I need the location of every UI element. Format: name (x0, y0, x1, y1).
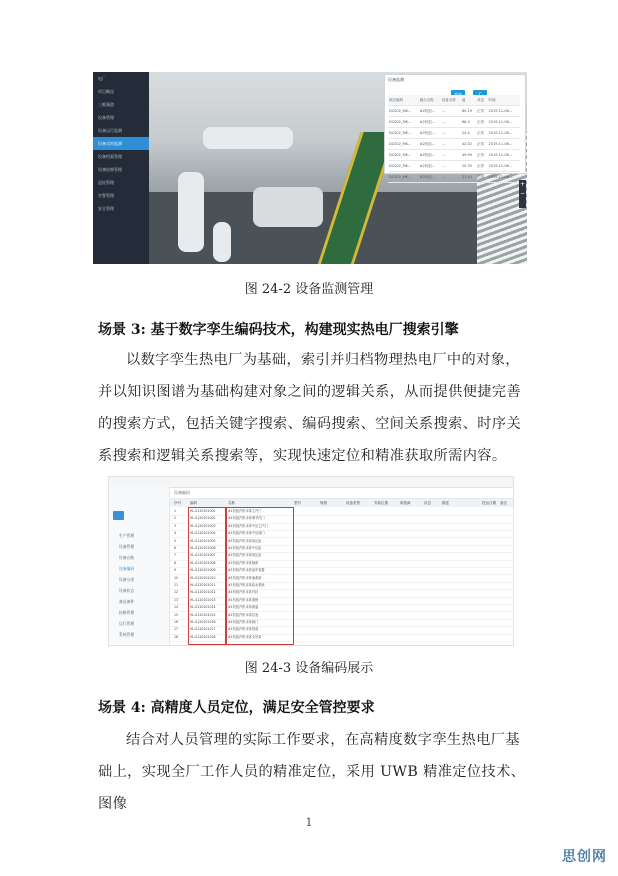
table-header (170, 499, 513, 507)
sidebar (93, 72, 149, 264)
table-row[interactable] (388, 150, 520, 161)
table-cell: HL-0120101003 (190, 523, 216, 528)
table-cell: #1机组汽机本体支吊架 (228, 634, 262, 639)
table-cell: ... (441, 172, 461, 183)
table-cell: 8 (174, 560, 177, 565)
table-cell: 16 (174, 620, 179, 624)
table-cell: HL-0120101007 (190, 553, 216, 558)
table-cell: #1机组汽机本体滑销 (228, 597, 259, 602)
table-cell: 68.4 (461, 117, 476, 128)
zoom-out-icon[interactable]: − (519, 190, 526, 197)
table-cell: #1机组汽机本体高压缸 (228, 538, 262, 543)
table-cell: #1机组汽机本体调节汽门 (228, 516, 265, 521)
figure-caption: 图 24-3 设备编码展示 (244, 661, 374, 676)
table-cell: DCS02_MK... (388, 139, 419, 150)
table-cell: 15 (174, 612, 179, 617)
table-cell: HL-0120101017 (190, 627, 216, 632)
table-cell: 正常 (476, 117, 487, 128)
table-cell: 21.43 (461, 172, 476, 183)
table-cell: #1机组汽机本体低压缸 (228, 553, 262, 558)
table-cell: 14 (174, 605, 179, 610)
nav-item[interactable]: 生产管理 (119, 533, 135, 538)
table-cell: DCS02_MK... (388, 128, 419, 139)
column-header[interactable]: 制造商 (400, 501, 411, 505)
table-cell: HL-0120101016 (190, 620, 216, 624)
sidebar-item[interactable]: 三维漫游 (98, 102, 114, 107)
table-cell: #1机组汽机本体疏水系统 (228, 583, 265, 587)
nav-item[interactable]: 备品备件 (119, 599, 135, 604)
pipe-shape (203, 127, 293, 149)
body-paragraph: 以数字孪生热电厂为基础，索引并归档物理热电厂中的对象，并以知识图谱为基础构建对象之间的逻辑关系，从而提供便捷完善的搜索方式，包括关键字搜索、编码搜索、空间关系搜索、时序关系搜索和逻辑关系搜索等，实现快速定位和精准获取所需内容。 (98, 352, 522, 464)
table-row[interactable] (388, 161, 520, 172)
column-header[interactable]: 序号 (174, 501, 181, 505)
sidebar-item[interactable]: 巡检管理 (98, 180, 114, 185)
table-cell: #1机组汽机本体中压缸 (228, 546, 262, 550)
table-cell: #1机组汽机本体保温 (228, 605, 259, 610)
table-cell: HL-0120101006 (190, 546, 216, 550)
table-cell: #1机组汽机本体阀门 (228, 620, 259, 624)
table-cell: 60.19 (461, 106, 476, 117)
table-cell: #1机组汽机本体主汽门 (228, 509, 262, 513)
table-cell: 2019-11-06... (488, 139, 520, 150)
column-header[interactable]: 状态 (424, 501, 431, 505)
table-cell: #1机组汽机本体油系统 (228, 575, 262, 580)
table-cell: 5 (174, 538, 177, 543)
table-cell: 42.02 (461, 139, 476, 150)
sidebar-item[interactable]: 安全管理 (98, 206, 114, 211)
nav-item[interactable]: 设备状态 (119, 588, 135, 593)
app-logo-icon (113, 511, 124, 520)
table-cell: ... (441, 106, 461, 117)
table-row[interactable] (388, 172, 520, 183)
table-cell: #1机组汽机本体中压主汽门 (228, 523, 268, 528)
table-cell: HL-0120101012 (190, 590, 216, 595)
nav-item[interactable]: 设备编码 (119, 566, 135, 571)
section-heading: 场景 3: 基于数字孪生编码技术，构建现实热电厂搜索引擎 (98, 322, 459, 338)
toolbar: 设备编码 (170, 487, 513, 499)
nav-item[interactable]: 设备台账 (119, 555, 135, 560)
table-cell: 49.99 (461, 150, 476, 161)
column-header[interactable]: 设备名称 (441, 95, 461, 106)
zoom-control (519, 180, 526, 208)
table-row[interactable] (388, 106, 520, 117)
table-cell: 2019-11-06... (488, 172, 520, 183)
table-cell: #2机组... (419, 128, 441, 139)
equipment-monitoring-screenshot (93, 72, 527, 264)
table-cell: 10 (174, 575, 179, 580)
sidebar-item-active[interactable]: 设备实时监测 (93, 137, 149, 150)
table-cell: 正常 (476, 106, 487, 117)
table-cell: 正常 (476, 172, 487, 183)
column-header[interactable]: 投运日期 (482, 501, 496, 505)
table-cell: HL-0120101011 (190, 583, 216, 587)
column-header[interactable]: 状态 (476, 95, 487, 106)
table-row[interactable] (388, 117, 520, 128)
table-cell: 2 (174, 516, 177, 521)
table-cell: #1机组汽机本体汽封 (228, 590, 259, 595)
highlight-box (188, 507, 226, 645)
table-cell: ... (441, 117, 461, 128)
sidebar-item[interactable]: 电厂 (98, 76, 106, 81)
table-row[interactable] (388, 139, 520, 150)
table-cell: #1机组汽机本体轴承 (228, 560, 259, 565)
table-cell: 2019-11-06... (488, 117, 520, 128)
main-content (170, 487, 513, 645)
table-cell: HL-0120101013 (190, 597, 216, 602)
table-cell: 24.4 (461, 128, 476, 139)
table-cell: ... (441, 161, 461, 172)
column-header[interactable]: 编码 (190, 501, 197, 505)
table-cell: #2机组... (419, 106, 441, 117)
monitoring-table (388, 95, 520, 183)
table-cell: DCS02_MK... (388, 172, 419, 183)
table-cell: ... (441, 128, 461, 139)
table-cell: #2机组... (419, 117, 441, 128)
table-row[interactable] (388, 128, 520, 139)
sidebar-item[interactable]: 设备检修管理 (98, 167, 122, 172)
highlight-box (226, 507, 294, 645)
table-cell: 2019-11-06... (488, 161, 520, 172)
page-number: 1 (305, 816, 313, 829)
table-cell: 正常 (476, 150, 487, 161)
table-cell: 2019-11-06... (488, 106, 520, 117)
table-cell: 正常 (476, 128, 487, 139)
nav-item[interactable]: 检修管理 (119, 610, 135, 615)
sidebar-item[interactable]: 设备管理 (98, 115, 114, 120)
table-cell: HL-0120101008 (190, 560, 216, 565)
table-cell: HL-0120101018 (190, 634, 216, 639)
pipe-shape (213, 222, 231, 262)
sidebar-item[interactable]: 告警管理 (98, 193, 114, 198)
table-cell: 正常 (476, 139, 487, 150)
column-header[interactable]: 描述 (442, 501, 449, 505)
table-cell: 2019-11-06... (488, 128, 520, 139)
table-cell: 6 (174, 546, 177, 550)
nav-sidebar (109, 487, 170, 645)
table-cell: 9 (174, 568, 177, 573)
table-cell: 12 (174, 590, 179, 595)
table-cell: #2机组... (419, 172, 441, 183)
table-cell: #2机组... (419, 150, 441, 161)
table-cell: DCS02_MK... (388, 150, 419, 161)
column-header[interactable]: 名称 (228, 501, 235, 505)
body-paragraph: 结合对人员管理的实际工作要求，在高精度数字孪生热电厂基础上，实现全厂工作人员的精准定位，采用 UWB 精准定位技术、图像 (98, 732, 526, 812)
column-header[interactable]: 规格 (320, 501, 327, 505)
zoom-in-icon[interactable]: + (519, 181, 526, 188)
monitoring-panel (384, 74, 526, 179)
table-cell: 4 (174, 531, 177, 536)
table-cell: #1机组汽机本体仪表 (228, 612, 259, 617)
table-cell: DCS02_MK... (388, 117, 419, 128)
column-header[interactable]: 时间 (488, 95, 520, 106)
nav-item[interactable]: 设备管理 (119, 544, 135, 549)
nav-item[interactable]: 运行管理 (119, 621, 135, 626)
table-cell: 1 (174, 509, 177, 513)
column-header[interactable]: 值 (461, 95, 476, 106)
table-cell: 2019-11-06... (488, 150, 520, 161)
table-cell: #2机组... (419, 139, 441, 150)
pipe-shape (178, 172, 204, 252)
panel-title: 设备监测 (388, 77, 404, 82)
section-heading: 场景 4: 高精度人员定位，满足安全管控要求 (98, 700, 375, 716)
sidebar-item[interactable]: 设备运行监测 (98, 128, 122, 133)
sidebar-item[interactable]: 设备档案管理 (98, 154, 122, 159)
table-cell: HL-0120101014 (190, 605, 216, 610)
nav-item[interactable]: 系统管理 (119, 632, 135, 637)
table-cell: HL-0120101010 (190, 575, 216, 580)
table-cell: 20.35 (461, 161, 476, 172)
table-cell: 3 (174, 523, 177, 528)
column-header[interactable]: 设备类型 (346, 501, 360, 505)
table-cell: ... (441, 150, 461, 161)
sidebar-item[interactable]: 项目概况 (98, 89, 114, 94)
column-header[interactable]: 备注 (500, 501, 507, 505)
table-cell: 正常 (476, 161, 487, 172)
table-cell: 17 (174, 627, 179, 632)
column-header[interactable]: 测点名称 (419, 95, 441, 106)
figure-caption: 图 24-2 设备监测管理 (244, 282, 374, 297)
table-cell: 18 (174, 634, 179, 639)
table-cell: #1机组汽机本体中压调门 (228, 531, 265, 536)
column-header[interactable]: 测点编码 (388, 95, 419, 106)
table-cell: #1机组汽机本体管道 (228, 627, 259, 632)
equipment-code-screenshot (108, 476, 514, 646)
table-cell: HL-0120101004 (190, 531, 216, 536)
nav-item[interactable]: 设备分类 (119, 577, 135, 582)
table-cell: 11 (174, 583, 179, 587)
watermark: 思创网 (562, 849, 607, 865)
table-cell: #1机组汽机本体盘车装置 (228, 568, 265, 573)
table-cell: HL-0120101009 (190, 568, 216, 573)
table-cell: DCS02_MK... (388, 161, 419, 172)
column-header[interactable]: 安装位置 (374, 501, 388, 505)
table-cell: #2机组... (419, 161, 441, 172)
table-cell: HL-0120101001 (190, 509, 216, 513)
table-cell: ... (441, 139, 461, 150)
pipe-shape (253, 187, 323, 227)
table-cell: 7 (174, 553, 177, 558)
table-cell: HL-0120101015 (190, 612, 216, 617)
table-cell: DCS02_MK... (388, 106, 419, 117)
column-header[interactable]: 型号 (294, 501, 301, 505)
table-cell: HL-0120101005 (190, 538, 216, 543)
table-cell: 13 (174, 597, 179, 602)
table-cell: HL-0120101002 (190, 516, 216, 521)
